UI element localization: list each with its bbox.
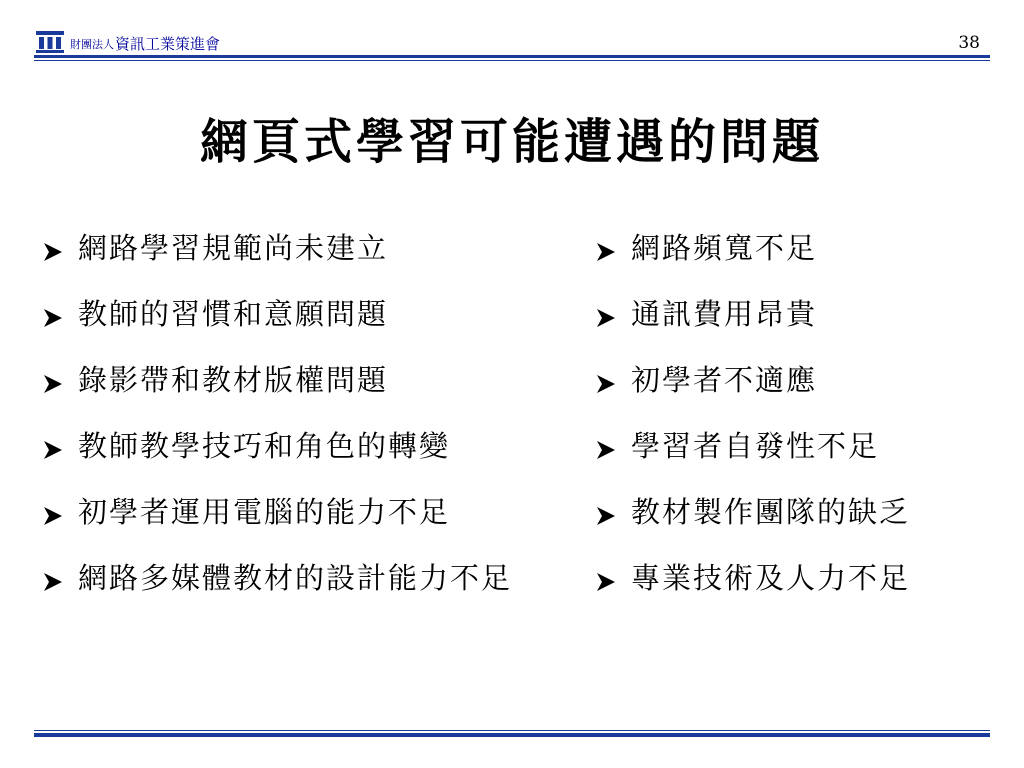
arrow-right-bullet-icon (595, 505, 617, 527)
list-item-text: 網路學習規範尚未建立 (78, 231, 389, 265)
arrow-right-bullet-icon (595, 241, 617, 263)
list-item-text: 初學者不適應 (631, 363, 818, 397)
list-item (40, 298, 560, 331)
list-item-text: 網路頻寬不足 (631, 231, 818, 265)
list-item-text: 教師教學技巧和角色的轉變 (78, 429, 451, 463)
list-item-text: 教師的習慣和意願問題 (78, 297, 389, 331)
footer-rule-thin (34, 730, 990, 731)
list-item-text: 初學者運用電腦的能力不足 (78, 495, 451, 529)
left-bullet-list (40, 232, 560, 628)
arrow-right-bullet-icon (42, 373, 64, 395)
list-item-text: 專業技術及人力不足 (631, 561, 911, 595)
arrow-right-bullet-icon (595, 571, 617, 593)
list-item (593, 496, 1003, 529)
right-bullet-list (593, 232, 1003, 628)
arrow-right-bullet-icon (42, 439, 64, 461)
arrow-right-bullet-icon (42, 505, 64, 527)
building-columns-icon (36, 31, 64, 53)
arrow-right-bullet-icon (595, 373, 617, 395)
list-item-text: 錄影帶和教材版權問題 (78, 363, 389, 397)
list-item-text: 網路多媒體教材的設計能力不足 (78, 561, 513, 595)
list-item (593, 562, 1003, 595)
header-rule-thin (34, 60, 990, 61)
arrow-right-bullet-icon (595, 307, 617, 329)
list-item (593, 232, 1003, 265)
org-prefix: 財團法人 (70, 38, 114, 51)
arrow-right-bullet-icon (595, 439, 617, 461)
list-item-text: 教材製作團隊的缺乏 (631, 495, 911, 529)
arrow-right-bullet-icon (42, 307, 64, 329)
footer-rule-thick (34, 733, 990, 737)
list-item (40, 232, 560, 265)
list-item (593, 430, 1003, 463)
list-item (593, 364, 1003, 397)
list-item (40, 430, 560, 463)
slide-header (0, 0, 1024, 62)
list-item-text: 學習者自發性不足 (631, 429, 880, 463)
list-item (40, 496, 560, 529)
header-rule-thick (34, 55, 990, 58)
list-item (593, 298, 1003, 331)
page-number: 38 (958, 33, 980, 53)
slide-title: 網頁式學習可能遭遇的問題 (199, 114, 824, 170)
org-name: 資訊工業策進會 (115, 35, 221, 53)
list-item-text: 通訊費用昂貴 (631, 297, 818, 331)
arrow-right-bullet-icon (42, 571, 64, 593)
arrow-right-bullet-icon (42, 241, 64, 263)
list-item (40, 562, 560, 595)
list-item (40, 364, 560, 397)
